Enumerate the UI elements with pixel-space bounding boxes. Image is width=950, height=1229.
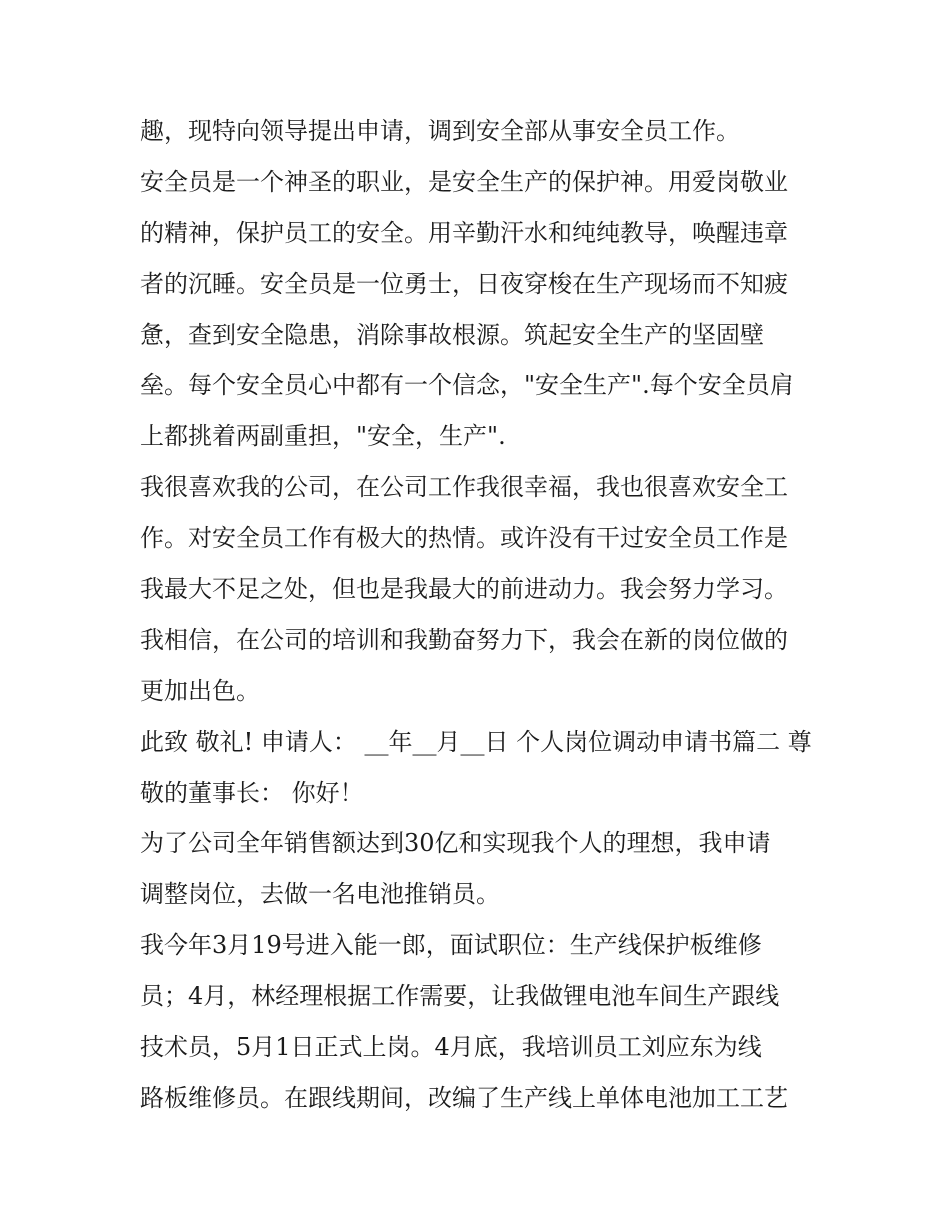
text-line-19: 技术员，5月1日正式上岗。4月底，我培训员工刘应东为线	[140, 1033, 762, 1062]
text-line-12: 更加出色。	[140, 676, 260, 705]
text-line-9: 作。对安全员工作有极大的热情。或许没有干过安全员工作是	[140, 524, 788, 553]
text-line-17: 我今年3月19号进入能一郎，面试职位：生产线保护板维修	[140, 931, 762, 960]
text-line-15: 为了公司全年销售额达到30亿和实现我个人的理想，我申请	[140, 829, 771, 858]
text-line-2: 安全员是一个神圣的职业，是安全生产的保护神。用爱岗敬业	[140, 167, 788, 196]
text-line-7: 上都挑着两副重担，"安全，生产".	[140, 422, 506, 451]
text-line-4: 者的沉睡。安全员是一位勇士，日夜穿梭在生产现场而不知疲	[140, 269, 788, 298]
text-line-6: 垒。每个安全员心中都有一个信念，"安全生产".每个安全员肩	[140, 371, 794, 400]
text-line-5: 惫，查到安全隐患，消除事故根源。筑起安全生产的坚固壁	[140, 320, 764, 349]
text-line-18: 员；4月，林经理根据工作需要，让我做锂电池车间生产跟线	[140, 982, 780, 1011]
document-body	[140, 106, 830, 1124]
text-line-11: 我相信，在公司的培训和我勤奋努力下，我会在新的岗位做的	[140, 625, 788, 654]
text-line-20: 路板维修员。在跟线期间，改编了生产线上单体电池加工工艺	[140, 1083, 788, 1112]
text-line-13: 此致 敬礼! 申请人： __年__月__日 个人岗位调动申请书篇二 尊	[140, 727, 812, 756]
text-line-3: 的精神，保护员工的安全。用辛勤汗水和纯纯教导，唤醒违章	[140, 218, 788, 247]
text-line-10: 我最大不足之处，但也是我最大的前进动力。我会努力学习。	[140, 575, 788, 604]
text-line-14: 敬的董事长： 你好！	[140, 778, 364, 807]
text-line-8: 我很喜欢我的公司，在公司工作我很幸福，我也很喜欢安全工	[140, 473, 788, 502]
text-line-1: 趣，现特向领导提出申请，调到安全部从事安全员工作。	[140, 117, 740, 145]
text-line-16: 调整岗位，去做一名电池推销员。	[140, 880, 500, 909]
